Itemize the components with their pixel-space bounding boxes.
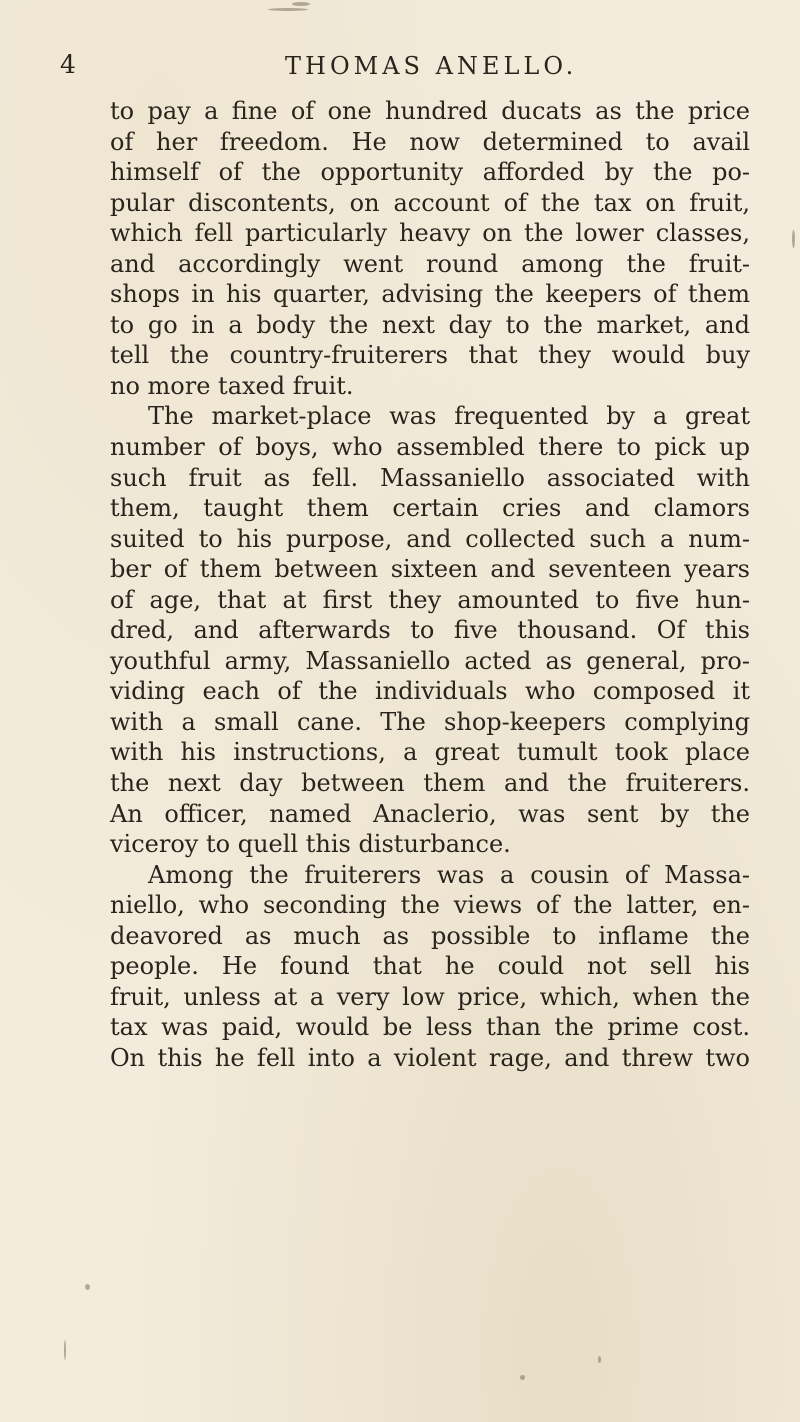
text-line: Among the fruiterers was a cousin of Massa- [148,860,750,889]
text-line: with a small cane. The shop-keepers complying [110,707,750,736]
paper-speck [268,8,308,11]
text-line: The market-place was frequented by a great [148,402,750,431]
text-line: tax was paid, would be less than the prime cost. [110,1013,750,1042]
text-line: people. He found that he could not sell his [110,952,750,981]
text-line: fruit, unless at a very low price, which, when the [110,982,750,1011]
text-line: tell the country-fruiterers that they would buy [110,341,750,370]
paragraph [110,401,750,859]
paper-speck [520,1375,525,1380]
paragraph [110,96,750,401]
text-line: pular discontents, on account of the tax on fruit, [110,188,750,217]
text-line: to go in a body the next day to the market, and [110,310,750,339]
paper-speck [64,1340,66,1360]
text-line: niello, who seconding the views of the latter, en- [110,891,750,920]
text-line: number of boys, who assembled there to pick up [110,433,750,462]
text-line: them, taught them certain cries and clamors [110,494,750,523]
text-line: of age, that at first they amounted to five hun- [110,585,750,614]
paper-speck [85,1284,90,1290]
text-line: On this he fell into a violent rage, and threw two [110,1043,750,1072]
text-line: deavored as much as possible to inflame the [110,921,750,950]
paragraph [110,860,750,1074]
text-line: youthful army, Massaniello acted as general, pro- [110,646,750,675]
page-header [0,46,800,86]
text-line: viceroy to quell this disturbance. [110,830,511,859]
text-line: and accordingly went round among the fruit- [110,249,750,278]
paper-speck [292,2,310,6]
body-text [110,96,750,1074]
text-line: viding each of the individuals who composed it [110,677,750,706]
paper-speck [598,1356,601,1363]
paper-speck [792,230,795,248]
text-line: of her freedom. He now determined to avail [110,127,750,156]
text-line: shops in his quarter, advising the keepers of them [110,280,750,309]
text-line: with his instructions, a great tumult took place [110,738,750,767]
text-line: such fruit as fell. Massaniello associated with [110,463,750,492]
text-line: to pay a fine of one hundred ducats as the price [110,97,750,125]
text-line: dred, and afterwards to five thousand. Of this [110,616,750,645]
running-title: THOMAS ANELLO. [285,52,578,80]
page-number: 4 [60,50,77,79]
text-line: which fell particularly heavy on the lower classes, [110,219,750,248]
text-line: the next day between them and the fruiterers. [110,769,750,798]
text-line: An officer, named Anaclerio, was sent by the [110,799,750,828]
text-line: himself of the opportunity afforded by the po- [110,158,750,187]
text-line: ber of them between sixteen and seventeen years [110,555,750,584]
text-line: suited to his purpose, and collected such a num- [110,524,750,553]
text-line: no more taxed fruit. [110,371,354,400]
